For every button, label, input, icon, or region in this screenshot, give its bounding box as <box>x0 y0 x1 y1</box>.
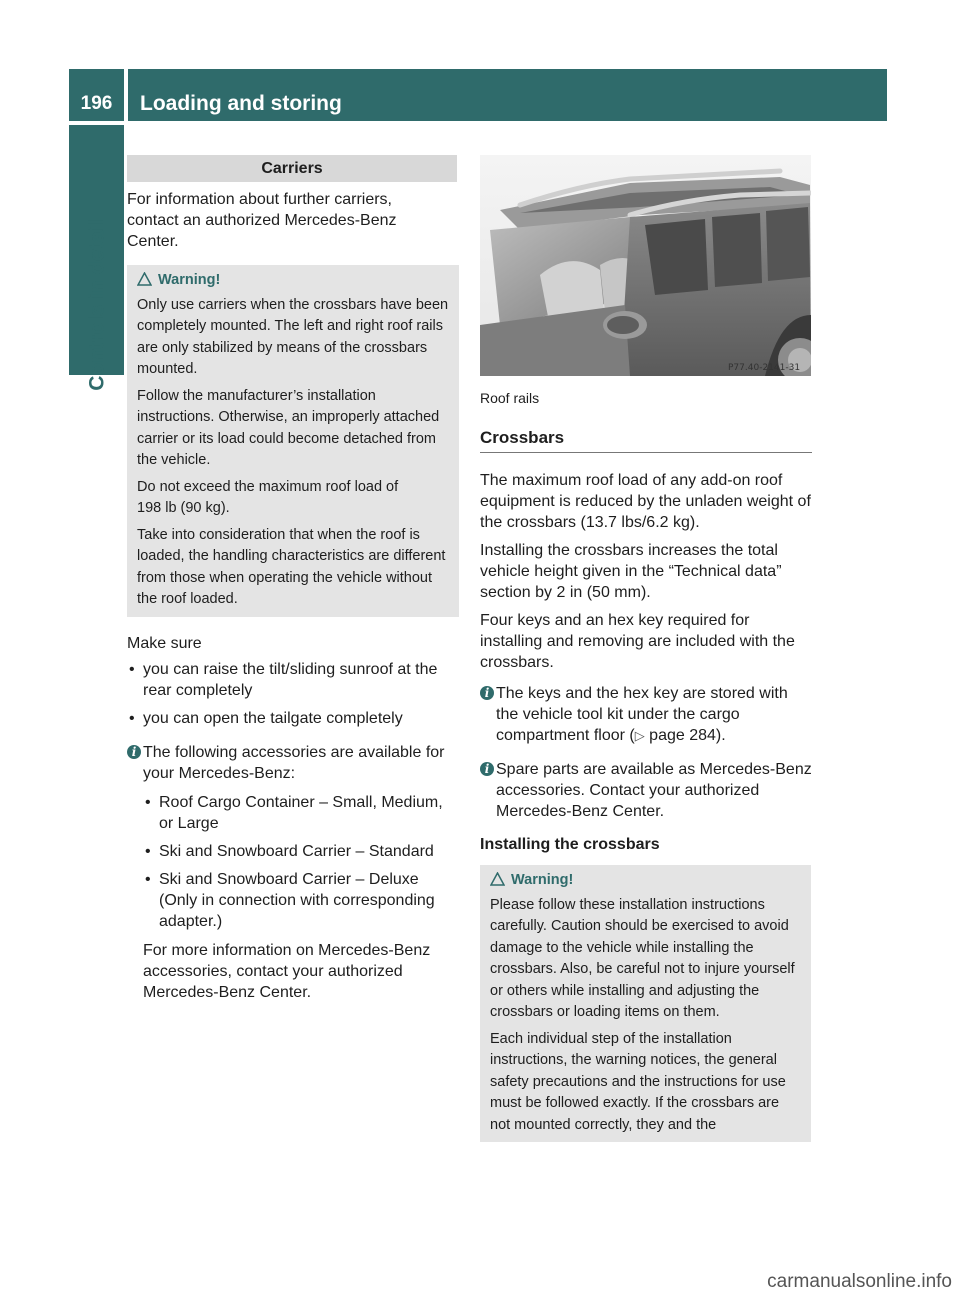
info-more-text: For more information on Mercedes-Benz accessories, contact your authorized Mercedes-Benz Center. <box>143 941 431 1001</box>
warning-triangle-icon <box>137 272 152 286</box>
info-text: The keys and the hex key are stored with the vehicle tool kit under the cargo compartment floor (▷ page 284). <box>496 685 788 744</box>
page-number: 196 <box>69 69 124 121</box>
carriers-text: For information about further carriers, contact an authorized Mercedes-Benz Center. <box>127 191 397 250</box>
carriers-heading: Carriers <box>127 155 457 182</box>
warning-paragraph: Take into consideration that when the roof is loaded, the handling characteristics are different from those when operating the vehicle without the roof loaded. <box>137 526 446 607</box>
info-icon: i <box>480 762 494 776</box>
watermark: carmanualsonline.info <box>767 1271 952 1292</box>
page-header <box>69 69 887 121</box>
photo-code: P77.40-2141-31 <box>728 363 801 373</box>
info-note-accessories <box>127 742 459 1003</box>
crossbars-paragraph: Installing the crossbars increases the total vehicle height given in the “Technical data” section by 2 in (50 mm). <box>480 542 782 601</box>
side-tab-label: Controls in detail <box>85 219 108 391</box>
crossbars-paragraph: The maximum roof load of any add-on roof equipment is reduced by the unladen weight of the crossbars (13.7 lbs/6.2 kg). <box>480 472 811 531</box>
warning-paragraph: Please follow these installation instructions carefully. Caution should be exercised to avoid damage to the vehicle while installing the crossbars. Also, be careful not to injure yourself or others while installing and adjusting the crossbars or loading items on them. <box>490 896 795 1020</box>
page-title: Loading and storing <box>128 69 887 121</box>
warning-box-installing <box>480 865 811 1142</box>
make-sure-text: Make sure <box>127 634 202 652</box>
warning-triangle-icon <box>490 872 505 886</box>
crossbars-heading: Crossbars <box>480 427 812 453</box>
roof-rails-photo <box>480 155 811 376</box>
info-icon: i <box>127 745 141 759</box>
warning-title: Warning! <box>137 270 449 292</box>
list-item: • Roof Cargo Container – Small, Medium, or Large <box>143 792 459 834</box>
info-note-keys <box>480 683 814 746</box>
warning-box-carriers <box>127 265 459 617</box>
info-text: The following accessories are available for your Mercedes-Benz: <box>143 743 445 782</box>
crossbars-paragraph: Four keys and an hex key required for installing and removing are included with the crossbars. <box>480 612 795 671</box>
warning-title: Warning! <box>490 870 801 892</box>
warning-paragraph: Each individual step of the installation instructions, the warning notices, the general safety precautions and the instructions for use must be followed exactly. If the crossbars are not mounted correctly, they and the <box>490 1030 786 1133</box>
list-item: • Ski and Snowboard Carrier – Standard <box>143 841 459 862</box>
car-roof-rails-image <box>480 155 811 376</box>
installing-heading: Installing the crossbars <box>480 836 660 853</box>
info-text: Spare parts are available as Mercedes-Benz accessories. Contact your authorized Mercedes-Benz Center. <box>496 761 812 820</box>
warning-paragraph: Only use carriers when the crossbars have been completely mounted. The left and right roof rails are only stabilized by means of the crossbars mounted. <box>137 296 449 377</box>
warning-paragraph: Do not exceed the maximum roof load of 198 lb (90 kg). <box>137 478 399 516</box>
list-item: • you can open the tailgate completely <box>127 708 459 729</box>
side-tab <box>69 180 124 430</box>
photo-caption: Roof rails <box>480 390 540 406</box>
warning-paragraph: Follow the manufacturer’s installation instructions. Otherwise, an improperly attached carrier or its load could become detached from the vehicle. <box>137 387 440 468</box>
list-item: • you can raise the tilt/sliding sunroof at the rear completely <box>127 659 459 701</box>
info-icon: i <box>480 686 494 700</box>
page-ref-arrow-icon: ▷ <box>634 728 645 743</box>
left-column <box>127 155 459 1003</box>
list-item: • Ski and Snowboard Carrier – Deluxe (Only in connection with corresponding adapter.) <box>143 869 459 932</box>
right-column <box>480 388 814 1142</box>
info-note-spare-parts <box>480 759 814 822</box>
